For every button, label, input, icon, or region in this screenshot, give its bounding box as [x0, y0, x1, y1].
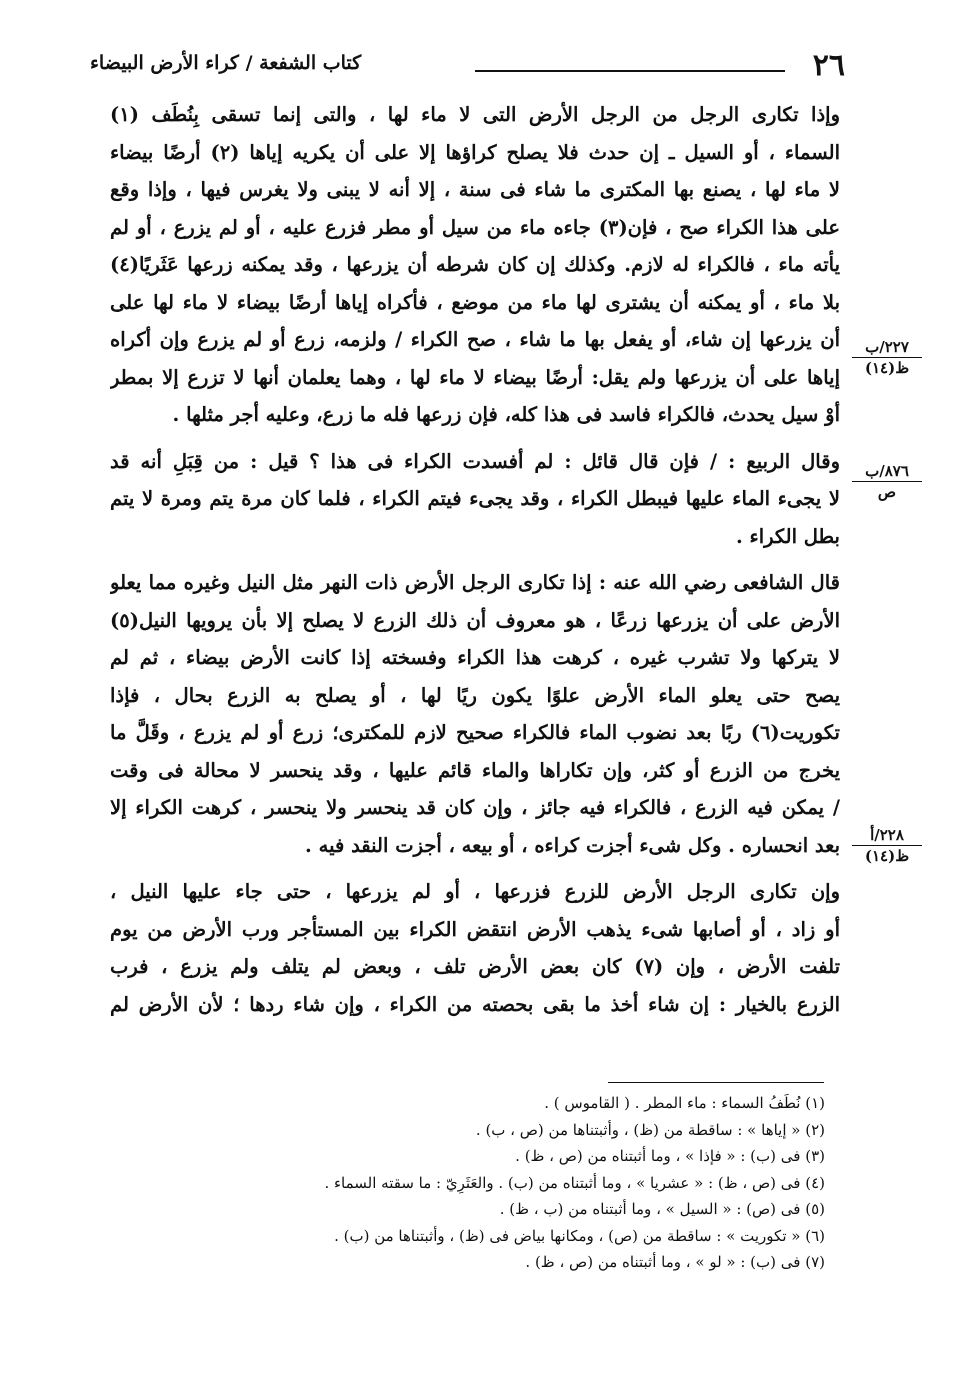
footnote: (١) نُطَفُ السماء : ماء المطر . ( القاموس ) . — [544, 1094, 825, 1112]
footnote: (٧) فى (ب) : « لو » ، وما أثبتناه من (ص ، ظ) . — [525, 1253, 825, 1271]
paragraph — [110, 96, 840, 434]
text-line: أو زاد ، أو أصابها شىء يذهب الأرض انتقض الكراء بين المستأجر ورب الأرض من يوم — [110, 917, 840, 941]
page-number: ٢٦ — [812, 48, 845, 83]
text-line: أوْ سيل يحدث، فالكراء فاسد فى هذا كله، فإن زرعها فله ما زرع، وعليه أجر مثلها . — [172, 403, 840, 426]
text-line: لا يجىء الماء عليها فيبطل الكراء ، وقد يجىء فيتم الكراء ، فلما كان مرة يتم ومرة لا يتم — [110, 487, 840, 510]
header-rule — [475, 70, 785, 72]
text-line: قال الشافعى رضي الله عنه : إذا تكارى الرجل الأرض ذات النهر مثل النيل وغيره مما يعلو — [110, 571, 840, 594]
text-line: وإن تكارى الرجل الأرض للزرع فزرعها ، أو لم يزرعها ، حتى جاء عليها النيل ، — [110, 880, 840, 903]
footnote: (٦) « تكوريت » : ساقطة من (ص) ، ومكانها بياض فى (ظ) ، وأثبتناها من (ب) . — [334, 1226, 825, 1245]
text-line: وإذا تكارى الرجل من الرجل الأرض التى لا ماء لها ، والتى إنما تسقى بِنُطَف (١) — [110, 103, 840, 126]
paragraph — [110, 564, 840, 864]
text-line: يخرج من الزرع أو كثر، وإن تكاراها والماء قائم عليها ، وقد ينحسر لا محالة فى وقت — [110, 758, 840, 782]
text-line: بطل الكراء . — [735, 524, 840, 548]
page-header — [90, 48, 845, 86]
running-title: كتاب الشفعة / كراء الأرض البيضاء — [90, 52, 362, 74]
text-line: على هذا الكراء صح ، فإن(٣) جاءه ماء من سيل أو مطر فزرع عليه ، أو لم يزرع ، أو لم — [110, 215, 840, 239]
manuscript-folio-note: ٢٢٨/أ ظ(١٤) — [852, 826, 922, 865]
footnote: (٣) فى (ب) : « فإذا » ، وما أثبتناه من (ص ، ظ) . — [515, 1147, 825, 1165]
footnote-separator — [608, 1082, 824, 1083]
text-line: أن يزرعها إن شاء، أو يفعل بها ما شاء ، صح الكراء / ولزمه، زرع أو لم يزرع وإن أكراه — [110, 328, 840, 351]
paragraph — [110, 873, 840, 1023]
text-line: السماء ، أو السيل ـ إن حدث فلا يصلح كراؤها إلا على أن يكريه إياها (٢) أرضًا بيضاء — [110, 140, 840, 164]
text-line: لا ماء لها ، يصنع بها المكترى ما شاء فى سنة ، إلا أنه لا يبنى ولا يغرس فيها ، وإذا وقع — [110, 178, 840, 201]
text-line: لا يتركها ولا تشرب غيره ، كرهت هذا الكراء وفسخته إذا كانت الأرض بيضاء ، ثم لم — [110, 646, 840, 669]
text-line: بلا ماء ، أو يمكنه أن يشترى لها ماء من موضع ، فأكراه إياها أرضًا بيضاء لا ماء لها على — [110, 290, 840, 314]
text-line: إياها على أن يزرعها ولم يقل: أرضًا بيضاء لا ماء لها ، وهما يعلمان أنها لا تزرع إلا بمطر — [110, 365, 840, 389]
footnotes — [160, 1090, 825, 1276]
text-line: يأته ماء ، فالكراء له لازم. وكذلك إن كان شرطه أن يزرعها ، وقد يمكنه زرعها عَثَريًا(٤) — [110, 253, 840, 276]
text-line: يصح حتى يعلو الماء الأرض علوًا يكون ريًا لها ، أو يصلح به الزرع بحال ، فإذا — [110, 683, 840, 707]
text-line: تلفت الأرض ، وإن (٧) كان بعض الأرض تلف ، وبعض لم يتلف ولم يزرع ، فرب — [110, 955, 840, 978]
manuscript-folio-note: ٢٢٧/ب ظ(١٤) — [852, 338, 922, 377]
text-line: الزرع بالخيار : إن شاء أخذ ما بقى بحصته من الكراء ، وإن شاء ردها ؛ لأن الأرض لم — [110, 992, 840, 1016]
manuscript-folio-note: ٨٧٦/ب ص — [852, 462, 922, 501]
footnote: (٥) فى (ص) : « السيل » ، وما أثبتناه من (ب ، ظ) . — [499, 1200, 825, 1218]
text-line: وقال الربيع : / فإن قال قائل : لم أفسدت الكراء فى هذا ؟ قيل : من قِبَلِ أنه قد — [110, 449, 840, 473]
text-line: تكوريت(٦) ربًا بعد نضوب الماء فالكراء صحيح لازم للمكترى؛ زرع أو لم يزرع ، وقَلَّ ما — [110, 721, 840, 744]
main-text — [110, 96, 840, 1032]
footnote: (٤) فى (ص ، ظ) : « عشريا » ، وما أثبتناه من (ب) . والعَثَرِيّ : ما سقته السماء . — [324, 1173, 825, 1192]
footnote: (٢) « إياها » : ساقطة من (ظ) ، وأثبتناها من (ص ، ب) . — [475, 1120, 825, 1139]
paragraph — [110, 443, 840, 556]
text-line: الأرض على أن يزرعها زرعًا ، هو معروف أن ذلك الزرع لا يصلح إلا بأن يرويها النيل(٥) — [110, 608, 840, 632]
text-line: بعد انحساره . وكل شىء أجزت كراءه ، أو بيعه ، أجزت النقد فيه . — [305, 833, 840, 857]
text-line: / يمكن فيه الزرع ، فالكراء فيه جائز ، وإن كان قد ينحسر ولا ينحسر ، كرهت الكراء إلا — [110, 796, 840, 819]
